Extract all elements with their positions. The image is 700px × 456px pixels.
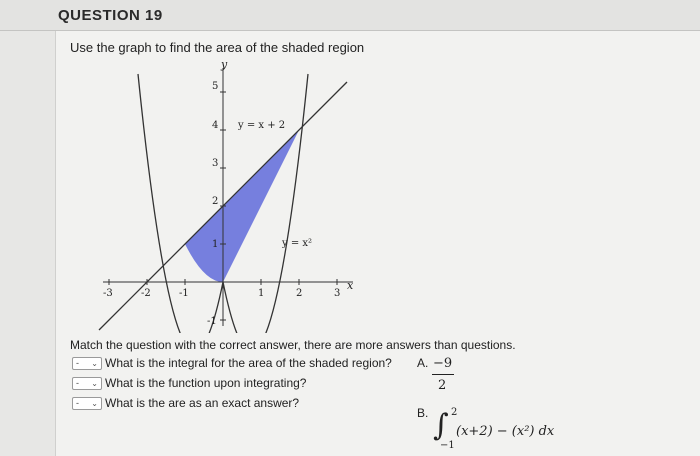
y-tick-label: 4 — [212, 120, 219, 131]
match-question-text: What is the function upon integrating? — [105, 376, 307, 390]
parabola-equation-label: y = x² — [282, 238, 313, 249]
answer-select[interactable] — [72, 377, 102, 390]
question-header — [0, 0, 700, 31]
shaded-region — [185, 130, 299, 282]
chevron-down-icon: ⌄ — [91, 398, 98, 408]
select-value: - — [76, 398, 79, 408]
answer-b-letter: B. — [417, 406, 429, 420]
y-tick-label: 1 — [212, 239, 219, 250]
area-graph — [95, 58, 365, 333]
select-value: - — [76, 358, 79, 368]
y-tick-label: -1 — [207, 316, 217, 327]
x-axis-label: x — [347, 279, 354, 292]
x-tick-label: 3 — [334, 288, 341, 299]
x-tick-label: 2 — [296, 288, 303, 299]
integrand: (x+2) − (x²) dx — [456, 424, 555, 439]
match-question-text: What is the integral for the area of the shaded region? — [105, 356, 392, 370]
x-tick-label: -2 — [141, 288, 151, 299]
y-tick-label: 3 — [212, 158, 219, 169]
answer-a-letter: A. — [417, 356, 429, 370]
integral-sign-icon: ∫ — [433, 408, 449, 443]
y-tick-label: 2 — [212, 196, 219, 207]
x-tick-label: -1 — [179, 288, 189, 299]
match-row — [72, 355, 392, 371]
match-row — [72, 395, 299, 411]
y-tick-label: 5 — [212, 81, 219, 92]
x-tick-label: -3 — [103, 288, 113, 299]
answer-select[interactable] — [72, 357, 102, 370]
match-row — [72, 375, 306, 391]
upper-limit: 2 — [451, 407, 458, 418]
lower-limit: −1 — [440, 440, 455, 451]
answer-a-denominator: 2 — [438, 378, 447, 393]
fraction-bar — [432, 374, 454, 375]
select-value: - — [76, 378, 79, 388]
question-prompt: Use the graph to find the area of the shaded region — [70, 40, 365, 55]
answer-a-numerator: −9 — [433, 356, 453, 371]
line-equation-label: y = x + 2 — [238, 120, 286, 131]
match-question-text: What is the are as an exact answer? — [105, 396, 300, 410]
question-title: QUESTION 19 — [58, 7, 163, 24]
chevron-down-icon: ⌄ — [91, 378, 98, 388]
y-axis-label: y — [221, 58, 228, 71]
matching-instructions: Match the question with the correct answer, there are more answers than questions. — [70, 338, 516, 352]
answer-select[interactable] — [72, 397, 102, 410]
x-tick-label: 1 — [258, 288, 265, 299]
chevron-down-icon: ⌄ — [91, 358, 98, 368]
